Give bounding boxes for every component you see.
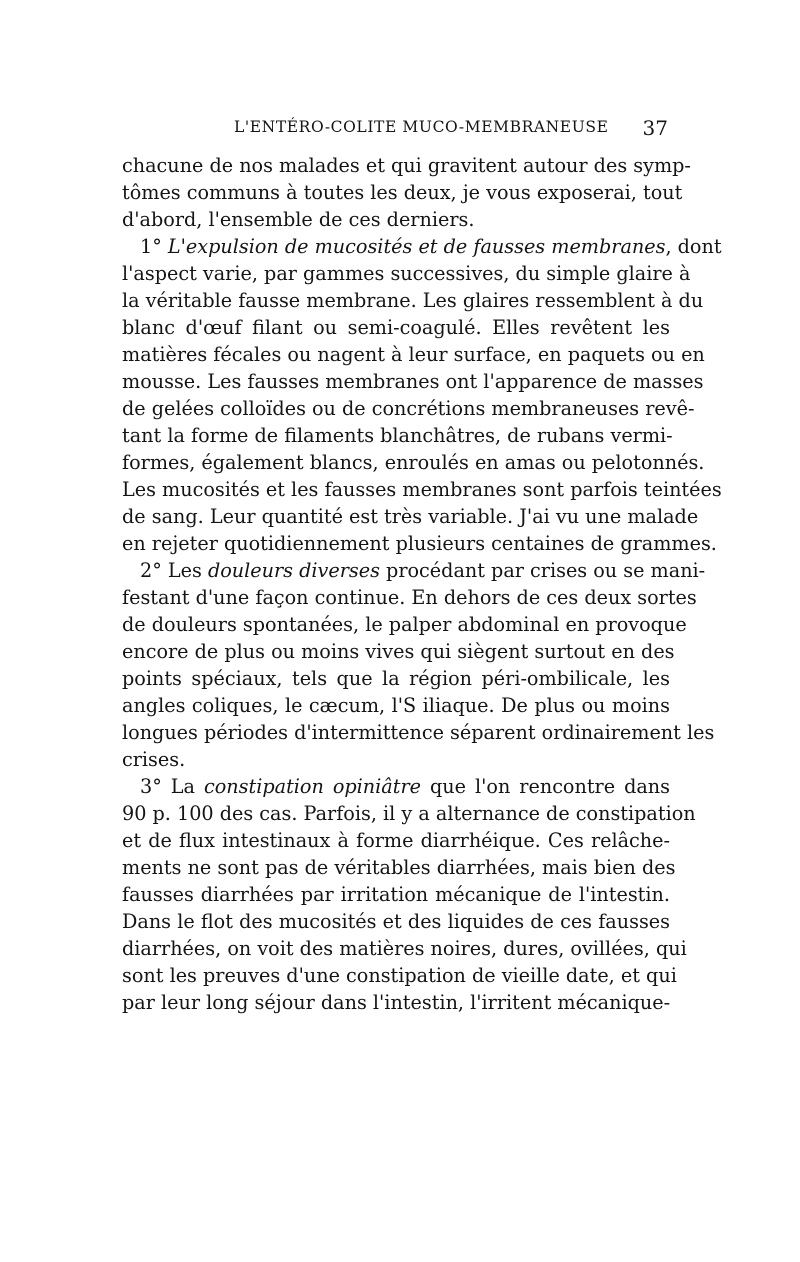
line-text: de gelées colloïdes ou de concrétions membraneuses revê-	[122, 397, 695, 420]
paragraph-prefix: 1°	[140, 235, 168, 258]
text-line	[122, 611, 687, 638]
text-line	[122, 584, 697, 611]
text-line	[122, 746, 670, 773]
running-head	[122, 118, 670, 142]
line-text: d'abord, l'ensemble de ces derniers.	[122, 208, 475, 231]
page-number: 37	[642, 116, 668, 140]
text-line	[122, 530, 717, 557]
line-text: blanc d'œuf filant ou semi-coagulé. Elles revêtent les	[122, 316, 670, 339]
text-line	[122, 503, 699, 530]
line-text: , dont	[665, 235, 722, 258]
text-line	[122, 800, 696, 827]
paragraph-prefix: 3° La	[140, 775, 204, 798]
line-text: fausses diarrhées par irritation mécanique de l'intestin.	[122, 883, 670, 906]
text-line	[122, 206, 670, 233]
body-text	[122, 152, 722, 1016]
text-line	[122, 287, 704, 314]
line-text: encore de plus ou moins vives qui siègent surtout en des	[122, 640, 675, 663]
text-line	[122, 692, 670, 719]
text-line	[122, 368, 704, 395]
line-text: tômes communs à toutes les deux, je vous exposerai, tout	[122, 181, 683, 204]
italic-term: L'expulsion de mucosités et de fausses membranes	[167, 235, 666, 258]
line-text: chacune de nos malades et qui gravitent autour des symp-	[122, 154, 691, 177]
text-line	[122, 233, 722, 260]
line-text: que l'on rencontre dans	[420, 775, 671, 798]
line-text: tant la forme de filaments blanchâtres, de rubans vermi-	[122, 424, 673, 447]
text-line	[122, 314, 670, 341]
line-text: en rejeter quotidiennement plusieurs centaines de grammes.	[122, 532, 717, 555]
line-text: festant d'une façon continue. En dehors de ces deux sortes	[122, 586, 697, 609]
line-text: par leur long séjour dans l'intestin, l'irritent mécanique-	[122, 991, 671, 1014]
line-text: angles coliques, le cæcum, l'S iliaque. De plus ou moins	[122, 694, 670, 717]
italic-term: constipation opiniâtre	[204, 775, 421, 798]
paragraph-prefix: 2° Les	[140, 559, 208, 582]
running-title: L'ENTÉRO-COLITE MUCO-MEMBRANEUSE	[234, 118, 609, 136]
line-text: crises.	[122, 748, 186, 771]
text-line	[122, 341, 705, 368]
text-line	[122, 719, 715, 746]
text-line	[122, 422, 673, 449]
line-text: Les mucosités et les fausses membranes sont parfois teintées	[122, 478, 722, 501]
text-line	[122, 395, 695, 422]
text-line	[122, 476, 722, 503]
line-text: formes, également blancs, enroulés en amas ou pelotonnés.	[122, 451, 705, 474]
text-line	[122, 152, 691, 179]
text-line	[122, 827, 670, 854]
line-text: de douleurs spontanées, le palper abdominal en provoque	[122, 613, 687, 636]
text-line	[122, 557, 706, 584]
line-text: et de flux intestinaux à forme diarrhéique. Ces relâche-	[122, 829, 670, 852]
text-line	[122, 935, 687, 962]
line-text: procédant par crises ou se mani-	[379, 559, 706, 582]
text-line	[122, 989, 670, 1016]
text-line	[122, 179, 683, 206]
line-text: matières fécales ou nagent à leur surface, en paquets ou en	[122, 343, 705, 366]
text-line	[122, 773, 670, 800]
text-line	[122, 260, 691, 287]
line-text: l'aspect varie, par gammes successives, du simple glaire à	[122, 262, 691, 285]
text-line	[122, 962, 677, 989]
italic-term: douleurs diverses	[207, 559, 380, 582]
line-text: Dans le flot des mucosités et des liquides de ces fausses	[122, 910, 670, 933]
line-text: de sang. Leur quantité est très variable. J'ai vu une malade	[122, 505, 699, 528]
text-line	[122, 665, 670, 692]
text-line	[122, 854, 676, 881]
line-text: 90 p. 100 des cas. Parfois, il y a alternance de constipation	[122, 802, 696, 825]
text-line	[122, 449, 705, 476]
line-text: diarrhées, on voit des matières noires, dures, ovillées, qui	[122, 937, 687, 960]
line-text: points spéciaux, tels que la région péri-ombilicale, les	[122, 667, 670, 690]
line-text: mousse. Les fausses membranes ont l'apparence de masses	[122, 370, 704, 393]
line-text: sont les preuves d'une constipation de vieille date, et qui	[122, 964, 677, 987]
line-text: la véritable fausse membrane. Les glaires ressemblent à du	[122, 289, 704, 312]
line-text: longues périodes d'intermittence séparent ordinairement les	[122, 721, 715, 744]
text-line	[122, 908, 670, 935]
text-line	[122, 638, 675, 665]
line-text: ments ne sont pas de véritables diarrhées, mais bien des	[122, 856, 676, 879]
text-line	[122, 881, 670, 908]
